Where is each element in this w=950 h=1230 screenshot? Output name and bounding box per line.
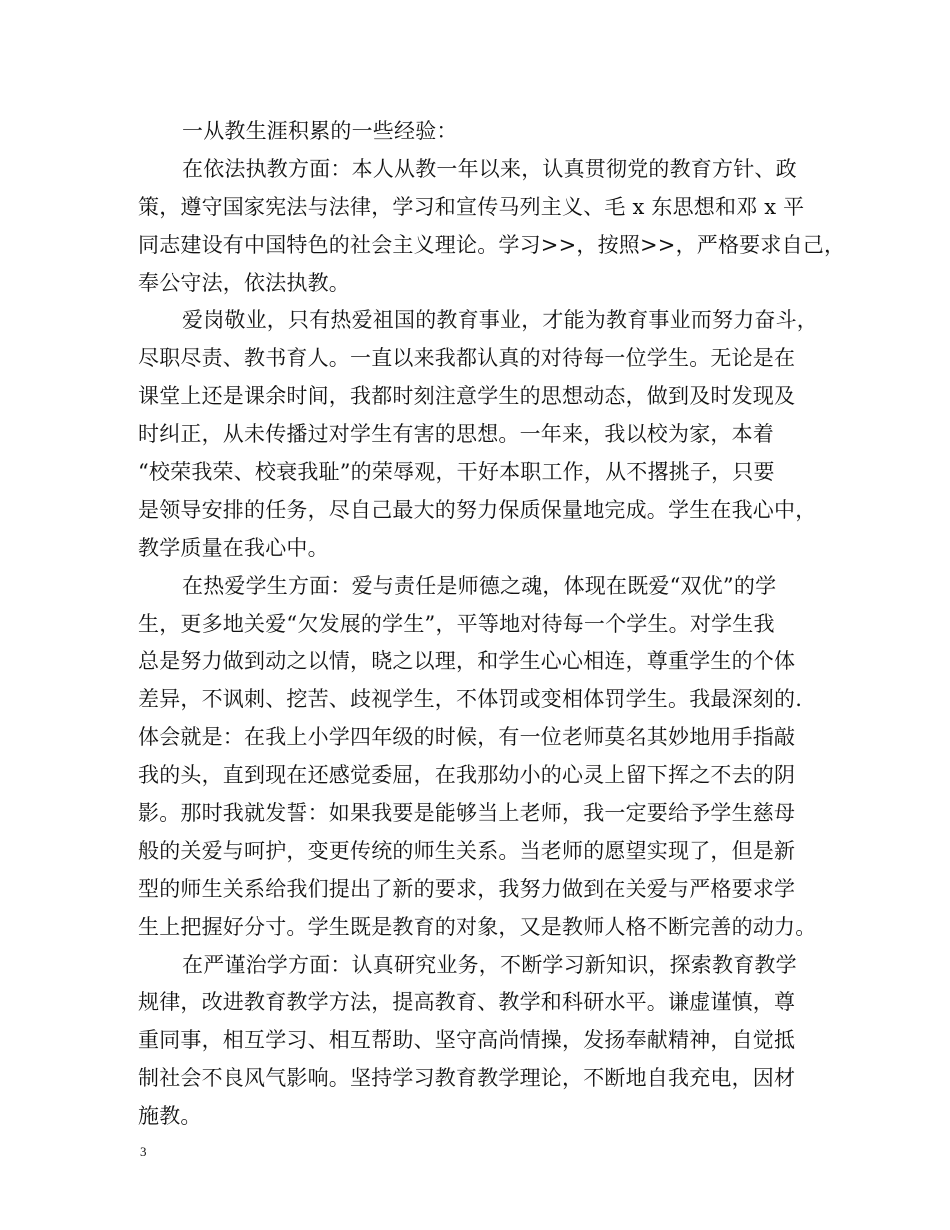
paragraph-students-line-5: 体会就是：在我上小学四年级的时候，有一位老师莫名其妙地用手指敲 — [138, 725, 796, 750]
paragraph-students-line-6: 我的头，直到现在还感觉委屈，在我那幼小的心灵上留下挥之不去的阴 — [138, 763, 796, 788]
paragraph-study-line-4: 制社会不良风气影响。坚持学习教育教学理论，不断地自我充电，因材 — [138, 1066, 796, 1091]
paragraph-intro-line-1: 一从教生涯积累的一些经验： — [182, 119, 458, 143]
paragraph-study-line-5: 施教。 — [138, 1104, 202, 1129]
paragraph-dedication-line-4: 时纠正，从未传播过对学生有害的思想。一年来，我以校为家，本着 — [138, 422, 774, 447]
paragraph-students-line-10: 生上把握好分寸。学生既是教育的对象，又是教师人格不断完善的动力。 — [138, 914, 817, 939]
page-number: 3 — [140, 1144, 147, 1159]
paragraph-dedication-line-2: 尽职尽责、教书育人。一直以来我都认真的对待每一位学生。无论是在 — [138, 346, 796, 371]
paragraph-students-line-4: 差异，不讽刺、挖苦、歧视学生，不体罚或变相体罚学生。我最深刻的. — [138, 687, 803, 712]
paragraph-dedication-line-5: “校荣我荣、校衰我耻”的荣辱观，干好本职工作，从不撂挑子，只要 — [138, 460, 775, 485]
paragraph-students-line-9: 型的师生关系给我们提出了新的要求，我努力做到在关爱与严格要求学 — [138, 876, 796, 901]
paragraph-dedication-line-6: 是领导安排的任务，尽自己最大的努力保质保量地完成。学生在我心中， — [138, 497, 817, 522]
paragraph-students-line-7: 影。那时我就发誓：如果我要是能够当上老师，我一定要给予学生慈母 — [138, 801, 796, 826]
paragraph-students-line-2: 生，更多地关爱“欠发展的学生”，平等地对待每一个学生。对学生我 — [138, 611, 775, 636]
paragraph-study-line-1: 在严谨治学方面：认真研究业务，不断学习新知识，探索教育教学 — [182, 952, 797, 977]
paragraph-law-line-3: 同志建设有中国特色的社会主义理论。学习>>，按照>>，严格要求自己， — [138, 232, 846, 257]
paragraph-law-line-4: 奉公守法，依法执教。 — [138, 270, 350, 295]
paragraph-dedication-line-7: 教学质量在我心中。 — [138, 535, 329, 560]
document-body — [138, 113, 846, 1136]
paragraph-dedication-line-3: 课堂上还是课余时间，我都时刻注意学生的思想动态，做到及时发现及 — [138, 384, 796, 409]
paragraph-students-line-1: 在热爱学生方面：爱与责任是师德之魂，体现在既爱“双优”的学 — [182, 573, 777, 598]
paragraph-dedication-line-1: 爱岗敬业，只有热爱祖国的教育事业，才能为教育事业而努力奋斗， — [182, 308, 818, 333]
paragraph-law-line-2: 策，遵守国家宪法与法律，学习和宣传马列主义、毛 x 东思想和邓 x 平 — [138, 194, 805, 219]
paragraph-students-line-3: 总是努力做到动之以情，晓之以理，和学生心心相连，尊重学生的个体 — [138, 649, 796, 674]
paragraph-law-line-1: 在依法执教方面：本人从教一年以来，认真贯彻党的教育方针、政 — [182, 156, 797, 181]
paragraph-study-line-2: 规律，改进教育教学方法，提高教育、教学和科研水平。谦虚谨慎，尊 — [138, 990, 796, 1015]
paragraph-students-line-8: 般的关爱与呵护，变更传统的师生关系。当老师的愿望实现了，但是新 — [138, 838, 796, 863]
paragraph-study-line-3: 重同事，相互学习、相互帮助、坚守高尚情操，发扬奉献精神，自觉抵 — [138, 1028, 796, 1053]
